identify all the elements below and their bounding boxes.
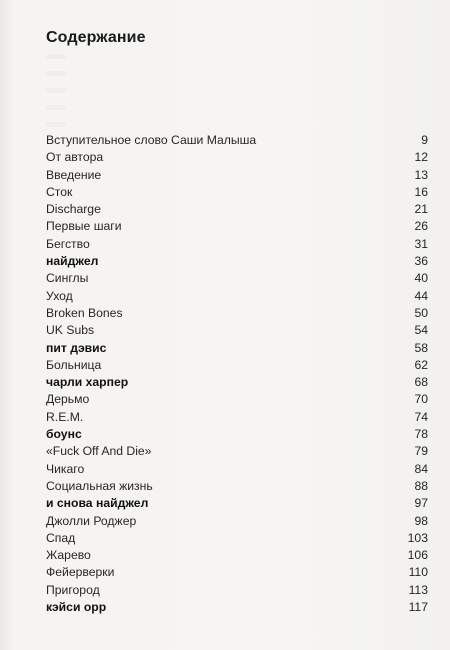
entry-page-number: 68	[414, 375, 428, 390]
entry-page-number: 12	[414, 150, 428, 165]
toc-entry	[46, 236, 428, 253]
toc-entry	[46, 599, 428, 616]
entry-title: UK Subs	[46, 323, 95, 338]
entry-page-number: 54	[414, 323, 428, 338]
entry-page-number: 74	[414, 409, 428, 424]
entry-page-number: 50	[414, 305, 428, 320]
toc-entry	[46, 426, 428, 443]
toc-entry	[46, 513, 428, 530]
toc-entry	[46, 478, 428, 495]
entry-page-number: 97	[414, 496, 428, 511]
entry-title: пит дэвис	[46, 340, 107, 355]
entry-title: Первые шаги	[46, 219, 122, 234]
entry-page-number: 84	[414, 461, 428, 476]
toc-list	[46, 132, 428, 616]
entry-title: Жарево	[46, 548, 91, 563]
toc-entry	[46, 132, 428, 149]
entry-page-number: 13	[414, 167, 428, 182]
entry-title: Сток	[46, 184, 73, 199]
toc-entry	[46, 547, 428, 564]
toc-entry	[46, 495, 428, 512]
entry-page-number: 110	[408, 565, 428, 580]
entry-page-number: 117	[408, 600, 428, 615]
toc-entry	[46, 391, 428, 408]
entry-title: Broken Bones	[46, 305, 123, 320]
toc-entry	[46, 167, 428, 184]
toc-entry	[46, 564, 428, 581]
toc-entry	[46, 201, 428, 218]
entry-title: Спад	[46, 530, 76, 545]
entry-page-number: 106	[407, 548, 428, 563]
entry-page-number: 44	[414, 288, 428, 303]
toc-entry	[46, 582, 428, 599]
entry-page-number: 70	[414, 392, 428, 407]
entry-title: Фейерверки	[46, 565, 115, 580]
entry-title: кэйси орр	[46, 600, 107, 615]
entry-page-number: 16	[414, 184, 428, 199]
entry-page-number: 36	[414, 254, 428, 269]
entry-page-number: 21	[414, 202, 428, 217]
entry-title: боунс	[46, 427, 82, 442]
entry-page-number: 79	[414, 444, 428, 459]
toc-entry	[46, 409, 428, 426]
toc-entry	[46, 357, 428, 374]
entry-title: Дерьмо	[46, 392, 90, 407]
entry-page-number: 40	[414, 271, 428, 286]
bleed-through-marks	[46, 54, 66, 139]
toc-entry	[46, 340, 428, 357]
entry-title: Больница	[46, 357, 102, 372]
entry-title: найджел	[46, 254, 99, 269]
entry-title: «Fuck Off And Die»	[46, 444, 152, 459]
entry-title: R.E.M.	[46, 409, 84, 424]
toc-entry	[46, 305, 428, 322]
toc-entry	[46, 270, 428, 287]
entry-title: Бегство	[46, 236, 90, 251]
entry-title: и снова найджел	[46, 496, 149, 511]
entry-title: чарли харпер	[46, 375, 129, 390]
entry-page-number: 98	[414, 513, 428, 528]
entry-page-number: 88	[414, 478, 428, 493]
entry-title: Уход	[46, 288, 73, 303]
entry-page-number: 62	[414, 357, 428, 372]
toc-entry	[46, 374, 428, 391]
entry-title: Социальная жизнь	[46, 478, 153, 493]
entry-title: Синглы	[46, 271, 89, 286]
toc-entry	[46, 443, 428, 460]
entry-page-number: 113	[408, 582, 428, 597]
entry-title: Пригород	[46, 582, 100, 597]
entry-title: От автора	[46, 150, 104, 165]
toc-entry	[46, 184, 428, 201]
entry-page-number: 9	[421, 133, 428, 147]
entry-title: Введение	[46, 167, 102, 182]
toc-heading: Содержание	[46, 29, 146, 46]
entry-title: Джолли Роджер	[46, 513, 137, 528]
entry-title: Вступительное слово Саши Малыша	[46, 133, 257, 147]
toc-entry	[46, 461, 428, 478]
toc-entry	[46, 288, 428, 305]
entry-page-number: 31	[414, 236, 428, 251]
entry-page-number: 58	[414, 340, 428, 355]
toc-entry	[46, 530, 428, 547]
entry-title: Discharge	[46, 202, 101, 217]
entry-title: Чикаго	[46, 461, 85, 476]
toc-entry	[46, 149, 428, 166]
toc-entry	[46, 253, 428, 270]
entry-page-number: 26	[414, 219, 428, 234]
entry-page-number: 78	[414, 427, 428, 442]
entry-page-number: 103	[407, 530, 428, 545]
toc-entry	[46, 218, 428, 235]
toc-entry	[46, 322, 428, 339]
